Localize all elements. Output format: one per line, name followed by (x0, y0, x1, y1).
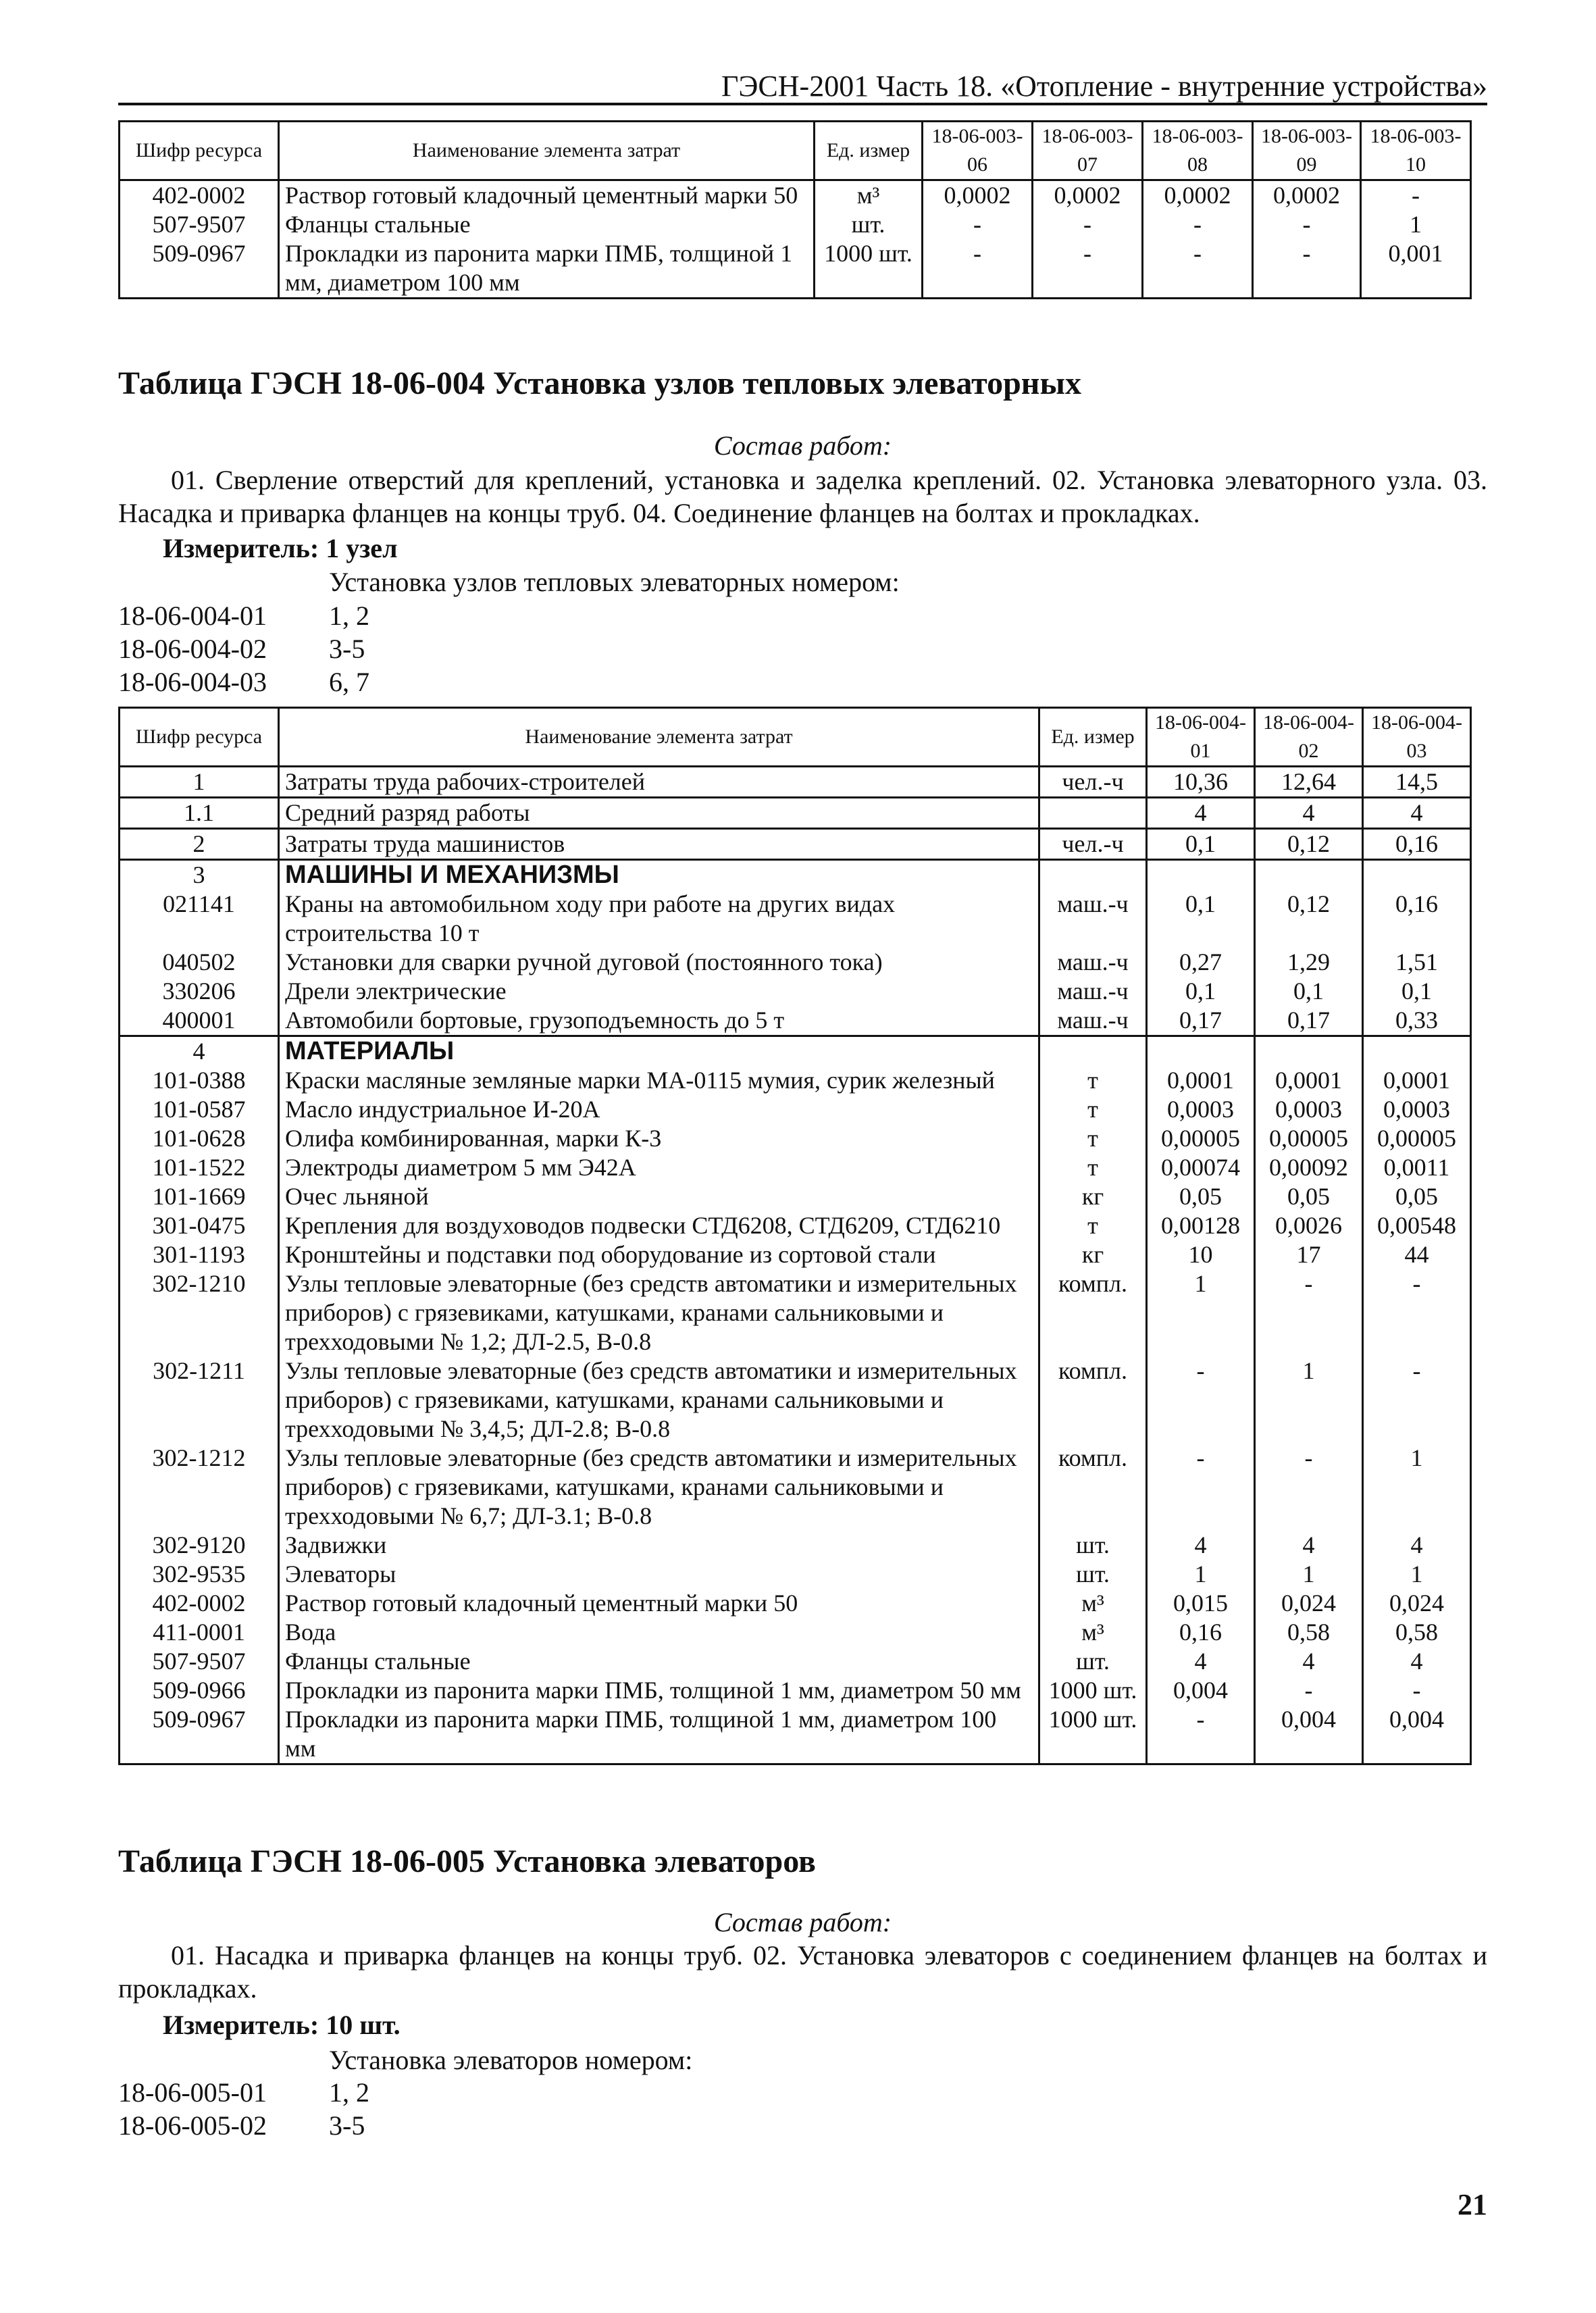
table-row (120, 1269, 1471, 1356)
resource-name-cell: Краски масляные земляные марки МА-0115 мумия, сурик железный (279, 1066, 1039, 1095)
resource-name-cell: Фланцы стальные (279, 210, 815, 239)
table-row (120, 1211, 1471, 1240)
resource-code-cell: 3 (120, 860, 279, 890)
resource-code-cell: 509-0967 (120, 1705, 279, 1764)
table-header-row (120, 708, 1471, 767)
value-cell: 1 (1255, 1560, 1363, 1589)
unit-cell: кг (1039, 1182, 1147, 1211)
unit-cell: компл. (1039, 1269, 1147, 1356)
value-cell: - (1363, 1356, 1471, 1444)
table-row (120, 798, 1471, 829)
value-cell: - (1033, 239, 1143, 299)
resource-code-cell: 301-0475 (120, 1211, 279, 1240)
value-cell (1255, 860, 1363, 890)
table-row (120, 948, 1471, 977)
resource-code-cell: 507-9507 (120, 1647, 279, 1676)
value-cell: - (1361, 180, 1471, 211)
value-cell: - (923, 239, 1033, 299)
resource-code-cell: 302-9120 (120, 1531, 279, 1560)
resource-code-cell: 400001 (120, 1006, 279, 1036)
column-header: 18-06-004-02 (1255, 708, 1363, 767)
table-row (120, 1444, 1471, 1531)
column-header: Наименование элемента затрат (279, 122, 815, 180)
value-cell: 4 (1363, 1647, 1471, 1676)
value-cell (1363, 1036, 1471, 1067)
table-row (120, 1560, 1471, 1589)
unit-cell: т (1039, 1124, 1147, 1153)
resource-code-cell: 101-0388 (120, 1066, 279, 1095)
resource-name-cell: МАТЕРИАЛЫ (279, 1036, 1039, 1067)
measure-label: Измеритель: (163, 2010, 319, 2040)
column-header: Шифр ресурса (120, 122, 279, 180)
unit-cell: шт. (1039, 1531, 1147, 1560)
resource-code-cell: 411-0001 (120, 1618, 279, 1647)
resource-code-cell: 101-1522 (120, 1153, 279, 1182)
value-cell: - (1253, 210, 1361, 239)
unit-cell (1039, 860, 1147, 890)
column-header: 18-06-004-01 (1147, 708, 1255, 767)
code-row (118, 633, 365, 665)
resource-name-cell: Узлы тепловые элеваторные (без средств автоматики и измерительных приборов) с грязевиками, катушками, кранами сальниковыми и трехходовыми № 6,7; ДЛ-3.1; В-0.8 (279, 1444, 1039, 1531)
sostav-label-004: Состав работ: (713, 430, 892, 461)
value-cell: 0,16 (1363, 829, 1471, 860)
numbers-caption-005: Установка элеваторов номером: (329, 2045, 693, 2075)
value-cell: - (1143, 210, 1253, 239)
sostav-text-005: 01. Насадка и приварка фланцев на концы труб. 02. Установка элеваторов с соединением фланцев на болтах и прокладках. (118, 1940, 1487, 2004)
unit-cell: т (1039, 1095, 1147, 1124)
value-cell: 0,00128 (1147, 1211, 1255, 1240)
value-cell: 0,0001 (1363, 1066, 1471, 1095)
code-value: 3-5 (329, 2110, 365, 2141)
value-cell: 0,27 (1147, 948, 1255, 977)
value-cell: - (1253, 239, 1361, 299)
unit-cell: компл. (1039, 1444, 1147, 1531)
measure-004 (163, 532, 398, 564)
resource-name-cell: Кронштейны и подставки под оборудование из сортовой стали (279, 1240, 1039, 1269)
table-row (120, 1240, 1471, 1269)
resource-name-cell: Прокладки из паронита марки ПМБ, толщиной 1 мм, диаметром 100 мм (279, 239, 815, 299)
value-cell: 0,0002 (1033, 180, 1143, 211)
column-header: 18-06-003-06 (923, 122, 1033, 180)
column-header: 18-06-003-10 (1361, 122, 1471, 180)
value-cell: - (1143, 239, 1253, 299)
table-row (120, 1589, 1471, 1618)
value-cell: 0,0002 (923, 180, 1033, 211)
resource-code-cell: 1 (120, 767, 279, 798)
value-cell (1363, 860, 1471, 890)
code-row (118, 600, 369, 632)
value-cell: 4 (1255, 798, 1363, 829)
numbers-caption-004: Установка узлов тепловых элеваторных номером: (329, 567, 900, 597)
value-cell (1255, 1036, 1363, 1067)
resource-table-003 (118, 120, 1472, 299)
value-cell: 0,1 (1147, 829, 1255, 860)
value-cell: 0,001 (1361, 239, 1471, 299)
measure-label: Измеритель: (163, 533, 319, 563)
table-row (120, 860, 1471, 890)
value-cell: - (1147, 1444, 1255, 1531)
resource-name-cell: Задвижки (279, 1531, 1039, 1560)
table-row (120, 1618, 1471, 1647)
table-title-005: Таблица ГЭСН 18-06-005 Установка элеваторов (118, 1844, 816, 1879)
code-row (118, 2077, 369, 2108)
table-row (120, 1356, 1471, 1444)
code-value: 1, 2 (329, 601, 369, 631)
value-cell: 0,004 (1147, 1676, 1255, 1705)
value-cell: 0,00005 (1147, 1124, 1255, 1153)
table-row (120, 1182, 1471, 1211)
unit-cell: т (1039, 1066, 1147, 1095)
code-value: 6, 7 (329, 667, 369, 697)
value-cell: 0,00005 (1363, 1124, 1471, 1153)
resource-code-cell: 402-0002 (120, 180, 279, 211)
resource-name-cell: Узлы тепловые элеваторные (без средств автоматики и измерительных приборов) с грязевиками, катушками, кранами сальниковыми и трехходовыми № 3,4,5; ДЛ-2.8; В-0.8 (279, 1356, 1039, 1444)
value-cell: 0,05 (1255, 1182, 1363, 1211)
unit-cell: 1000 шт. (815, 239, 923, 299)
resource-code-cell: 040502 (120, 948, 279, 977)
value-cell: 0,024 (1363, 1589, 1471, 1618)
value-cell: 4 (1363, 1531, 1471, 1560)
unit-cell: 1000 шт. (1039, 1676, 1147, 1705)
resource-name-cell: Прокладки из паронита марки ПМБ, толщиной 1 мм, диаметром 100 мм (279, 1705, 1039, 1764)
value-cell: 0,0002 (1143, 180, 1253, 211)
value-cell (1147, 1036, 1255, 1067)
value-cell: 0,004 (1255, 1705, 1363, 1764)
header-rule (118, 103, 1487, 105)
value-cell: 4 (1147, 798, 1255, 829)
resource-name-cell: Элеваторы (279, 1560, 1039, 1589)
value-cell: 0,00548 (1363, 1211, 1471, 1240)
resource-name-cell: Очес льняной (279, 1182, 1039, 1211)
unit-cell: шт. (1039, 1647, 1147, 1676)
resource-code-cell: 402-0002 (120, 1589, 279, 1618)
value-cell: 4 (1147, 1531, 1255, 1560)
resource-code-cell: 1.1 (120, 798, 279, 829)
resource-code-cell: 4 (120, 1036, 279, 1067)
table-row (120, 1036, 1471, 1067)
value-cell: - (1033, 210, 1143, 239)
resource-name-cell: Установки для сварки ручной дуговой (постоянного тока) (279, 948, 1039, 977)
value-cell: 0,12 (1255, 829, 1363, 860)
value-cell: - (1147, 1356, 1255, 1444)
value-cell: 0,58 (1255, 1618, 1363, 1647)
value-cell: 1 (1147, 1560, 1255, 1589)
unit-cell: чел.-ч (1039, 829, 1147, 860)
resource-name-cell: Крепления для воздуховодов подвески СТД6208, СТД6209, СТД6210 (279, 1211, 1039, 1240)
table-row (120, 1066, 1471, 1095)
value-cell: 0,17 (1147, 1006, 1255, 1036)
value-cell: 0,58 (1363, 1618, 1471, 1647)
table-title-004: Таблица ГЭСН 18-06-004 Установка узлов тепловых элеваторных (118, 365, 1081, 401)
value-cell: 1,51 (1363, 948, 1471, 977)
unit-cell: маш.-ч (1039, 948, 1147, 977)
unit-cell (1039, 798, 1147, 829)
value-cell: 14,5 (1363, 767, 1471, 798)
unit-cell: м³ (815, 180, 923, 211)
value-cell: 0,33 (1363, 1006, 1471, 1036)
resource-name-cell: Узлы тепловые элеваторные (без средств автоматики и измерительных приборов) с грязевиками, катушками, кранами сальниковыми и трехходовыми № 1,2; ДЛ-2.5, В-0.8 (279, 1269, 1039, 1356)
value-cell: 0,17 (1255, 1006, 1363, 1036)
column-header: 18-06-003-07 (1033, 122, 1143, 180)
table-row (120, 1153, 1471, 1182)
table-row (120, 1006, 1471, 1036)
resource-name-cell: Дрели электрические (279, 977, 1039, 1006)
value-cell: 12,64 (1255, 767, 1363, 798)
sostav-text-004: 01. Сверление отверстий для креплений, установка и заделка креплений. 02. Установка элеваторного узла. 03. Насадка и приварка фланцев на концы труб. 04. Соединение фланцев на болтах и прокладках. (118, 465, 1487, 528)
resource-code-cell: 2 (120, 829, 279, 860)
code-value: 1, 2 (329, 2077, 369, 2108)
table-row (120, 180, 1471, 211)
value-cell: 0,0011 (1363, 1153, 1471, 1182)
unit-cell: т (1039, 1211, 1147, 1240)
unit-cell: м³ (1039, 1589, 1147, 1618)
value-cell: 0,0002 (1253, 180, 1361, 211)
value-cell: 10,36 (1147, 767, 1255, 798)
resource-name-cell: МАШИНЫ И МЕХАНИЗМЫ (279, 860, 1039, 890)
table-row (120, 1705, 1471, 1764)
value-cell: - (1363, 1269, 1471, 1356)
value-cell: 0,015 (1147, 1589, 1255, 1618)
code-row (118, 666, 369, 698)
table-row (120, 1647, 1471, 1676)
resource-name-cell: Затраты труда машинистов (279, 829, 1039, 860)
code-number: 18-06-004-03 (118, 667, 267, 697)
code-row (118, 2110, 365, 2141)
value-cell: 0,0003 (1363, 1095, 1471, 1124)
value-cell: 0,00074 (1147, 1153, 1255, 1182)
value-cell: 0,16 (1363, 890, 1471, 948)
value-cell: 0,0001 (1255, 1066, 1363, 1095)
code-number: 18-06-004-01 (118, 601, 267, 631)
value-cell: 0,004 (1363, 1705, 1471, 1764)
value-cell: 4 (1255, 1647, 1363, 1676)
value-cell: 0,00005 (1255, 1124, 1363, 1153)
column-header: 18-06-004-03 (1363, 708, 1471, 767)
value-cell: - (1147, 1705, 1255, 1764)
value-cell: 0,1 (1255, 977, 1363, 1006)
resource-name-cell: Фланцы стальные (279, 1647, 1039, 1676)
unit-cell: компл. (1039, 1356, 1147, 1444)
unit-cell: маш.-ч (1039, 1006, 1147, 1036)
running-header: ГЭСН-2001 Часть 18. «Отопление - внутренние устройства» (721, 70, 1487, 103)
resource-code-cell: 302-9535 (120, 1560, 279, 1589)
resource-name-cell: Вода (279, 1618, 1039, 1647)
value-cell: 4 (1147, 1647, 1255, 1676)
page-number: 21 (1458, 2188, 1487, 2221)
resource-code-cell: 302-1211 (120, 1356, 279, 1444)
sostav-label-005: Состав работ: (713, 1907, 892, 1937)
table-row (120, 239, 1471, 299)
value-cell: 1 (1363, 1444, 1471, 1531)
value-cell: 10 (1147, 1240, 1255, 1269)
table-row (120, 210, 1471, 239)
code-number: 18-06-004-02 (118, 634, 267, 664)
resource-code-cell: 101-0628 (120, 1124, 279, 1153)
value-cell: 0,05 (1363, 1182, 1471, 1211)
table-row (120, 1676, 1471, 1705)
unit-cell: м³ (1039, 1618, 1147, 1647)
value-cell: 0,0001 (1147, 1066, 1255, 1095)
resource-name-cell: Автомобили бортовые, грузоподъемность до 5 т (279, 1006, 1039, 1036)
value-cell: 0,024 (1255, 1589, 1363, 1618)
resource-code-cell: 021141 (120, 890, 279, 948)
column-header: 18-06-003-09 (1253, 122, 1361, 180)
table-header-row (120, 122, 1471, 180)
table-row (120, 829, 1471, 860)
value-cell: 0,12 (1255, 890, 1363, 948)
resource-name-cell: Краны на автомобильном ходу при работе на других видах строительства 10 т (279, 890, 1039, 948)
table-row (120, 1124, 1471, 1153)
resource-name-cell: Масло индустриальное И-20А (279, 1095, 1039, 1124)
column-header: Шифр ресурса (120, 708, 279, 767)
resource-name-cell: Раствор готовый кладочный цементный марки 50 (279, 1589, 1039, 1618)
value-cell: 0,1 (1147, 890, 1255, 948)
resource-code-cell: 302-1212 (120, 1444, 279, 1531)
column-header: Ед. измер (1039, 708, 1147, 767)
unit-cell: 1000 шт. (1039, 1705, 1147, 1764)
resource-code-cell: 509-0966 (120, 1676, 279, 1705)
value-cell: 0,1 (1363, 977, 1471, 1006)
resource-code-cell: 302-1210 (120, 1269, 279, 1356)
unit-cell (1039, 1036, 1147, 1067)
resource-code-cell: 509-0967 (120, 239, 279, 299)
table-row (120, 1531, 1471, 1560)
unit-cell: т (1039, 1153, 1147, 1182)
value-cell: - (1255, 1444, 1363, 1531)
value-cell: 4 (1255, 1531, 1363, 1560)
unit-cell: маш.-ч (1039, 890, 1147, 948)
code-number: 18-06-005-02 (118, 2110, 267, 2141)
unit-cell: кг (1039, 1240, 1147, 1269)
value-cell: 0,0026 (1255, 1211, 1363, 1240)
value-cell: 0,0003 (1147, 1095, 1255, 1124)
column-header: Ед. измер (815, 122, 923, 180)
resource-table-004 (118, 707, 1472, 1765)
code-value: 3-5 (329, 634, 365, 664)
measure-value: 1 узел (326, 533, 398, 563)
table-row (120, 767, 1471, 798)
resource-code-cell: 330206 (120, 977, 279, 1006)
value-cell: 0,05 (1147, 1182, 1255, 1211)
value-cell: - (1255, 1269, 1363, 1356)
value-cell: 1 (1147, 1269, 1255, 1356)
value-cell: 17 (1255, 1240, 1363, 1269)
column-header: 18-06-003-08 (1143, 122, 1253, 180)
value-cell: 0,0003 (1255, 1095, 1363, 1124)
value-cell: 1,29 (1255, 948, 1363, 977)
value-cell: 1 (1363, 1560, 1471, 1589)
value-cell: 44 (1363, 1240, 1471, 1269)
measure-005 (163, 2009, 401, 2041)
value-cell: 4 (1363, 798, 1471, 829)
measure-value: 10 шт. (326, 2010, 401, 2040)
resource-code-cell: 301-1193 (120, 1240, 279, 1269)
table-row (120, 890, 1471, 948)
value-cell: 1 (1255, 1356, 1363, 1444)
unit-cell: шт. (1039, 1560, 1147, 1589)
resource-code-cell: 101-1669 (120, 1182, 279, 1211)
resource-code-cell: 101-0587 (120, 1095, 279, 1124)
value-cell: 1 (1361, 210, 1471, 239)
value-cell: - (923, 210, 1033, 239)
resource-name-cell: Раствор готовый кладочный цементный марки 50 (279, 180, 815, 211)
resource-name-cell: Прокладки из паронита марки ПМБ, толщиной 1 мм, диаметром 50 мм (279, 1676, 1039, 1705)
code-number: 18-06-005-01 (118, 2077, 267, 2108)
value-cell: - (1255, 1676, 1363, 1705)
resource-name-cell: Средний разряд работы (279, 798, 1039, 829)
resource-name-cell: Электроды диаметром 5 мм Э42А (279, 1153, 1039, 1182)
resource-code-cell: 507-9507 (120, 210, 279, 239)
resource-name-cell: Затраты труда рабочих-строителей (279, 767, 1039, 798)
value-cell: 0,00092 (1255, 1153, 1363, 1182)
table-row (120, 1095, 1471, 1124)
column-header: Наименование элемента затрат (279, 708, 1039, 767)
unit-cell: маш.-ч (1039, 977, 1147, 1006)
value-cell: - (1363, 1676, 1471, 1705)
value-cell: 0,16 (1147, 1618, 1255, 1647)
table-row (120, 977, 1471, 1006)
value-cell (1147, 860, 1255, 890)
resource-name-cell: Олифа комбинированная, марки К-3 (279, 1124, 1039, 1153)
unit-cell: шт. (815, 210, 923, 239)
value-cell: 0,1 (1147, 977, 1255, 1006)
unit-cell: чел.-ч (1039, 767, 1147, 798)
